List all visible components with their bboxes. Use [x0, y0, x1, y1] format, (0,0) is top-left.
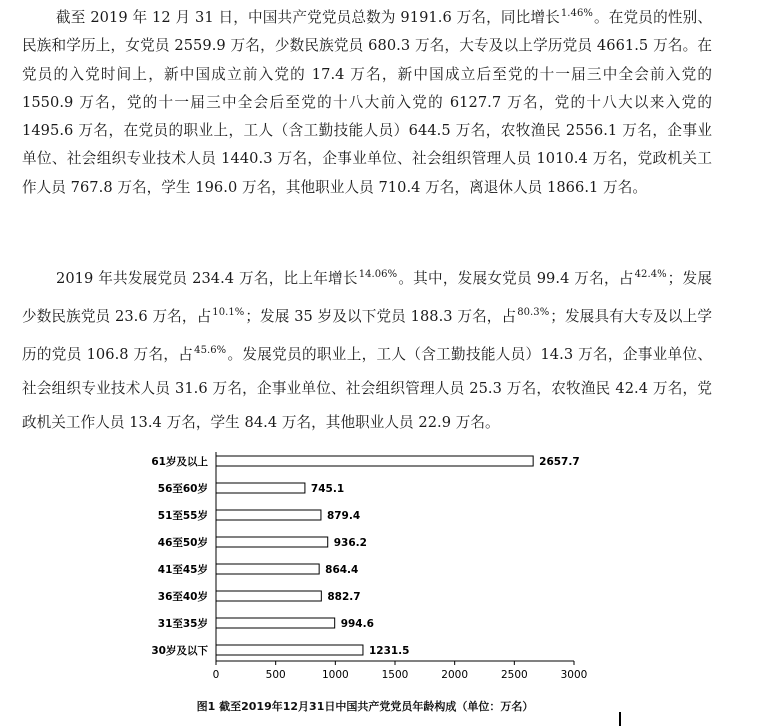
- value-label: 2657.7: [539, 456, 580, 468]
- p1-text-b: 。在党员的性别、民族和学历上，女党员 2559.9 万名，少数民族党员 680.3 万名，大专及以上学历党员 4661.5 万名。在党员的入党时间上，新中国成立前入党的 17.4 万名，新中国成立后至党的十一届三中全会前入党的 1550.9 万名，党的十一届三中全会后至党的十八大前入党的 6127.7 万名，党的十八大以来入党的 1495.6 万名，在党员的职业上，工人（含工勤技能人员）644.5 万名，农牧渔民 2556.1 万名，企事业单位、社会组织专业技术人员 1440.3 万名，企事业单位、社会组织管理人员 1010.4 万名，党政机关工作人员 767.8 万名，学生 196.0 万名，其他职业人员 710.4 万名，离退休人员 1866.1 万名。: [22, 9, 712, 196]
- category-label: 31至35岁: [157, 618, 208, 630]
- category-label: 61岁及以上: [151, 456, 208, 468]
- value-label: 864.4: [325, 564, 359, 576]
- value-label: 994.6: [340, 618, 374, 630]
- category-label: 51至55岁: [157, 510, 208, 522]
- text-cursor: [619, 712, 621, 726]
- value-label: 1231.5: [368, 645, 410, 657]
- p2-value-1: 14.06%: [358, 269, 398, 280]
- bar: [216, 618, 335, 628]
- p1-growth-value: 1.46%: [560, 8, 593, 19]
- p2-value-4: 80.3%: [517, 307, 550, 318]
- x-ticks-layer: [213, 661, 588, 681]
- value-label: 936.2: [333, 537, 367, 549]
- p2-value-2: 42.4%: [634, 269, 667, 280]
- bar: [216, 564, 319, 574]
- value-label: 879.4: [326, 510, 361, 522]
- bar: [216, 510, 321, 520]
- bar: [216, 591, 321, 601]
- p2-text-5: ；发展具有大专及以上学历的党员 106.8 万名，占: [22, 308, 712, 363]
- p2-value-5: 45.6%: [194, 345, 227, 356]
- x-tick-label: 0: [212, 669, 220, 681]
- x-tick-label: 1500: [381, 669, 409, 681]
- category-label: 56至60岁: [157, 483, 208, 495]
- x-tick-label: 500: [265, 669, 286, 681]
- bar: [216, 456, 533, 466]
- p1-text-a: 截至 2019 年 12 月 31 日，中国共产党党员总数为 9191.6 万名，同比增长: [56, 9, 560, 26]
- p2-text-3: ；发展少数民族党员 23.6 万名，占: [22, 270, 712, 325]
- category-label: 41至45岁: [157, 564, 208, 576]
- bar: [216, 537, 328, 547]
- bar: [216, 483, 305, 493]
- category-label: 36至40岁: [157, 591, 208, 603]
- x-tick-label: 3000: [560, 669, 588, 681]
- x-tick-label: 2000: [441, 669, 469, 681]
- value-label: 882.7: [327, 591, 361, 603]
- bar: [216, 645, 363, 655]
- paragraph-members-total: [22, 0, 712, 202]
- age-composition-chart: [130, 448, 600, 723]
- x-tick-label: 1000: [321, 669, 349, 681]
- p2-text-4: ；发展 35 岁及以下党员 188.3 万名，占: [245, 308, 517, 325]
- p2-text-2: 。其中，发展女党员 99.4 万名，占: [398, 270, 634, 287]
- p2-text-1: 2019 年共发展党员 234.4 万名，比上年增长: [56, 270, 358, 287]
- p2-value-3: 10.1%: [212, 307, 245, 318]
- category-label: 30岁及以下: [151, 645, 208, 657]
- category-label: 46至50岁: [157, 537, 208, 549]
- x-tick-label: 2500: [500, 669, 528, 681]
- chart-caption: 图1 截至2019年12月31日中国共产党党员年龄构成（单位：万名）: [196, 700, 534, 713]
- paragraph-new-members: [22, 258, 712, 440]
- p2-text-6: 。发展党员的职业上，工人（含工勤技能人员）14.3 万名，企事业单位、社会组织专业技术人员 31.6 万名，企事业单位、社会组织管理人员 25.3 万名，农牧渔民 42.4 万名，党政机关工作人员 13.4 万名，学生 84.4 万名，其他职业人员 22.9 万名。: [22, 346, 712, 431]
- value-label: 745.1: [310, 483, 345, 495]
